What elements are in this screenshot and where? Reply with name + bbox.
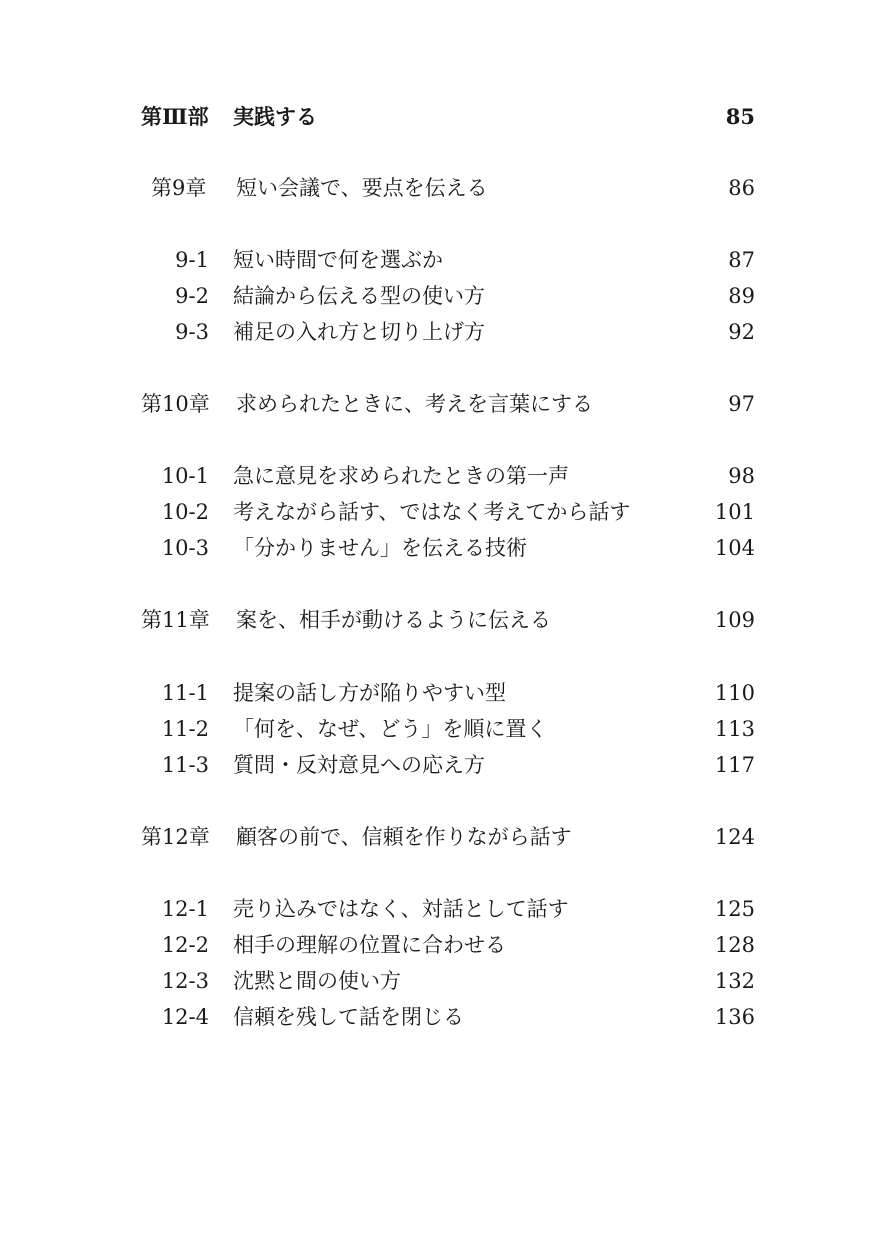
- section-title: 沈黙と間の使い方: [233, 969, 401, 993]
- toc-section-9-1: [0, 245, 875, 275]
- section-page-number: 92: [728, 320, 755, 344]
- section-page-number: 110: [714, 681, 755, 705]
- section-page-number: 104: [714, 536, 755, 560]
- chapter-page-number: 124: [714, 825, 755, 849]
- section-number: 10-3: [161, 536, 209, 560]
- part-title: 実践する: [233, 104, 317, 129]
- toc-section-12-3: [0, 966, 875, 996]
- toc-section-10-3: [0, 533, 875, 563]
- toc-section-11-1: [0, 678, 875, 708]
- chapter-page-number: 109: [714, 608, 755, 632]
- section-title: 急に意見を求められたときの第一声: [233, 464, 569, 488]
- section-page-number: 117: [714, 753, 755, 777]
- toc-section-9-2: [0, 281, 875, 311]
- section-page-number: 101: [714, 500, 755, 524]
- chapter-label: 第12章: [141, 825, 210, 849]
- section-number: 11-3: [161, 753, 209, 777]
- section-number: 10-2: [161, 500, 209, 524]
- section-title: 結論から伝える型の使い方: [233, 284, 485, 308]
- part-label: 第Ⅲ部: [141, 104, 209, 129]
- section-title: 「何を、なぜ、どう」を順に置く: [233, 717, 548, 741]
- chapter-label: 第11章: [141, 608, 210, 632]
- section-title: 信頼を残して話を閉じる: [233, 1005, 464, 1029]
- section-title: 相手の理解の位置に合わせる: [233, 933, 506, 957]
- section-page-number: 136: [714, 1005, 755, 1029]
- toc-part-heading: [0, 102, 875, 132]
- chapter-label: 第10章: [141, 392, 210, 416]
- part-page-number: 85: [725, 104, 755, 129]
- section-number: 12-1: [161, 897, 209, 921]
- section-page-number: 87: [728, 248, 755, 272]
- section-number: 9-3: [175, 320, 209, 344]
- chapter-title: 顧客の前で、信頼を作りながら話す: [236, 825, 572, 849]
- toc-section-11-2: [0, 714, 875, 744]
- chapter-page-number: 86: [728, 176, 755, 200]
- toc-section-9-3: [0, 317, 875, 347]
- section-page-number: 128: [714, 933, 755, 957]
- section-title: 質問・反対意見への応え方: [233, 753, 485, 777]
- chapter-title: 短い会議で、要点を伝える: [236, 176, 488, 200]
- chapter-page-number: 97: [728, 392, 755, 416]
- section-number: 12-4: [161, 1005, 209, 1029]
- toc-chapter-9: [0, 173, 875, 203]
- section-number: 9-1: [175, 248, 209, 272]
- toc-section-12-2: [0, 930, 875, 960]
- section-title: 短い時間で何を選ぶか: [233, 248, 443, 272]
- section-title: 提案の話し方が陥りやすい型: [233, 681, 506, 705]
- chapter-label: 第9章: [151, 176, 207, 200]
- section-number: 10-1: [161, 464, 209, 488]
- toc-section-12-1: [0, 894, 875, 924]
- section-title: 「分かりません」を伝える技術: [233, 536, 527, 560]
- toc-section-10-2: [0, 497, 875, 527]
- chapter-title: 案を、相手が動けるように伝える: [236, 608, 551, 632]
- section-number: 12-2: [161, 933, 209, 957]
- toc-section-12-4: [0, 1002, 875, 1032]
- section-title: 補足の入れ方と切り上げ方: [233, 320, 485, 344]
- section-page-number: 113: [714, 717, 755, 741]
- section-page-number: 89: [728, 284, 755, 308]
- toc-chapter-12: [0, 822, 875, 852]
- section-number: 12-3: [161, 969, 209, 993]
- section-number: 11-2: [161, 717, 209, 741]
- chapter-title: 求められたときに、考えを言葉にする: [236, 392, 593, 416]
- section-title: 考えながら話す、ではなく考えてから話す: [233, 500, 631, 524]
- toc-section-11-3: [0, 750, 875, 780]
- toc-section-10-1: [0, 461, 875, 491]
- section-title: 売り込みではなく、対話として話す: [233, 897, 569, 921]
- section-number: 9-2: [175, 284, 209, 308]
- section-page-number: 132: [714, 969, 755, 993]
- toc-chapter-11: [0, 605, 875, 635]
- section-page-number: 125: [714, 897, 755, 921]
- toc-chapter-10: [0, 389, 875, 419]
- section-number: 11-1: [161, 681, 209, 705]
- section-page-number: 98: [728, 464, 755, 488]
